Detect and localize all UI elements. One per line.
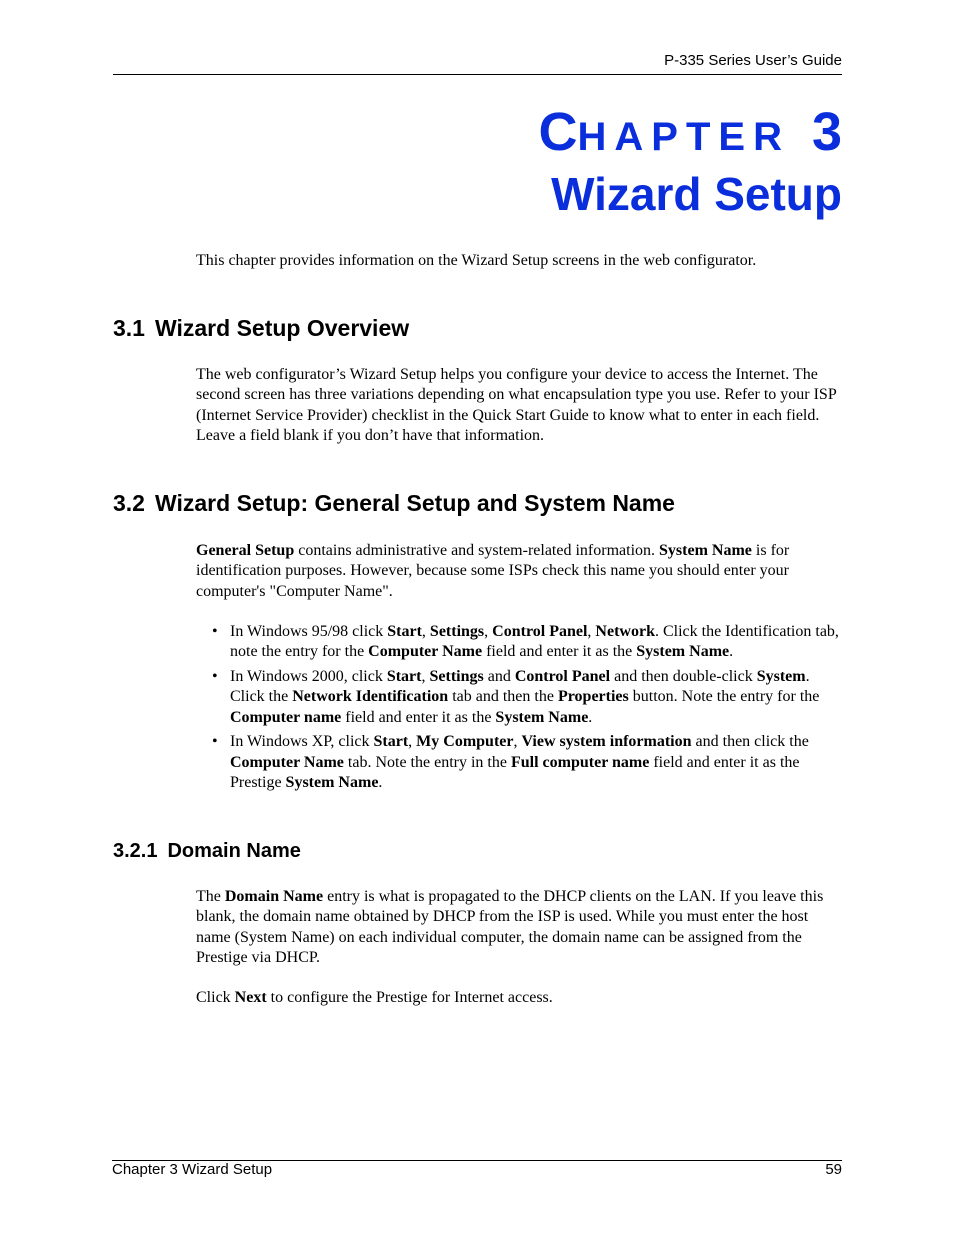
text-run: field and enter it as the (482, 643, 637, 661)
section-title: Wizard Setup Overview (154, 315, 410, 341)
bold-term: System Name (659, 542, 752, 559)
overview-paragraph: The web configurator’s Wizard Setup helps you configure your device to access the Internet. The second screen has three variations depending on what encapsulation type you use. Refer to your ISP (Internet Service Provider) checklist in the Quick Start Guide to know what to enter in each field. Leave a field blank if you don’t have that information. (196, 366, 837, 444)
section-title: Wizard Setup: General Setup and System Name (154, 490, 675, 516)
bullet-marker: • (212, 668, 218, 686)
text-run: contains administrative and system-related information. (294, 542, 660, 559)
text-run: , (587, 623, 596, 640)
bold-term: Control Panel (492, 623, 588, 640)
text-run: , (513, 733, 522, 751)
text-run: and then double-click (610, 668, 757, 686)
bullet-marker: • (212, 733, 218, 751)
text-run: tab. Note the entry in the (343, 753, 511, 771)
bold-term: System Name (285, 774, 379, 792)
text-run: In Windows 2000, click (230, 668, 387, 686)
text-run: field and enter it as the (341, 708, 496, 726)
bold-term: Computer Name (368, 643, 483, 661)
text-run: is for identification purposes. However, because some ISPs check this name you should enter your computer's "Computer Name". (196, 542, 790, 600)
text-run: tab and then the (448, 688, 558, 706)
chapter-word-initial: C (538, 102, 578, 162)
text-run: , (484, 623, 493, 640)
bold-term: Computer name (230, 708, 342, 726)
text-run: In Windows XP, click (230, 733, 374, 751)
text-run: to configure the Prestige for Internet access. (266, 989, 553, 1006)
section-heading-3-1 (113, 313, 409, 343)
section-number: 3.2 (113, 490, 145, 516)
bold-term: Start (373, 733, 409, 751)
text-run: , (421, 623, 430, 640)
bold-term: Domain Name (224, 888, 324, 905)
text-run: field and enter it as the Prestige (230, 753, 800, 792)
text-run: . (729, 643, 734, 661)
text-run: The (196, 888, 225, 905)
bold-term: Next (234, 989, 267, 1006)
general-setup-paragraph (196, 541, 844, 602)
bold-term: View system information (521, 733, 692, 751)
text-run: and (483, 668, 515, 686)
bold-term: Start (386, 668, 422, 686)
text-run: and then click the (691, 733, 809, 751)
footer-page-number: 59 (825, 1161, 842, 1178)
section-heading-3-2 (113, 488, 675, 518)
section-number: 3.1 (113, 315, 145, 341)
text-run: , (421, 668, 430, 686)
section-number: 3.2.1 (113, 840, 158, 862)
bold-term: My Computer (416, 733, 514, 751)
text-run: . Click the Identification tab, note the entry for the (230, 623, 839, 661)
text-run: button. Note the entry for the (628, 688, 820, 706)
text-run: entry is what is propagated to the DHCP clients on the LAN. If you leave this blank, the domain name obtained by DHCP from the ISP is used. While you must enter the host name (System Name) on each individual computer, the domain name can be assigned from the Prestige via DHCP. (196, 888, 824, 966)
bold-term: System (756, 668, 806, 686)
bold-term: Start (387, 623, 422, 640)
chapter-number: 3 (811, 102, 842, 162)
windows-instructions-list (196, 622, 844, 798)
bold-term: Computer Name (230, 753, 344, 771)
domain-name-paragraph (196, 887, 844, 968)
intro-paragraph: This chapter provides information on the Wizard Setup screens in the web configurator. (196, 252, 757, 269)
bold-term: Network Identification (292, 688, 449, 706)
bold-term: System Name (636, 643, 730, 661)
bold-term: General Setup (196, 542, 295, 559)
list-item (196, 622, 844, 663)
header-rule (113, 74, 842, 75)
section-title: Domain Name (167, 840, 301, 862)
text-run: . (588, 708, 593, 726)
click-next-paragraph (196, 988, 844, 1008)
bold-term: Control Panel (514, 668, 611, 686)
bold-term: Properties (557, 688, 629, 706)
footer-chapter-label: Chapter 3 Wizard Setup (112, 1161, 273, 1178)
bold-term: System Name (495, 708, 589, 726)
text-run: Click (196, 989, 235, 1006)
text-run: . Click the (230, 668, 810, 706)
bold-term: Network (595, 623, 655, 640)
text-run: In Windows 95/98 click (230, 623, 388, 640)
bold-term: Full computer name (510, 753, 650, 771)
chapter-title: Wizard Setup (551, 168, 842, 220)
chapter-word-rest: HAPTER (577, 115, 790, 159)
text-run: , (408, 733, 417, 751)
bold-term: Settings (429, 623, 485, 640)
bold-term: Settings (429, 668, 484, 686)
list-item (196, 732, 844, 793)
text-run: . (378, 774, 383, 792)
running-header: P-335 Series User’s Guide (664, 52, 842, 69)
bullet-marker: • (212, 623, 218, 640)
list-item (196, 667, 844, 728)
section-heading-3-2-1 (113, 838, 301, 864)
